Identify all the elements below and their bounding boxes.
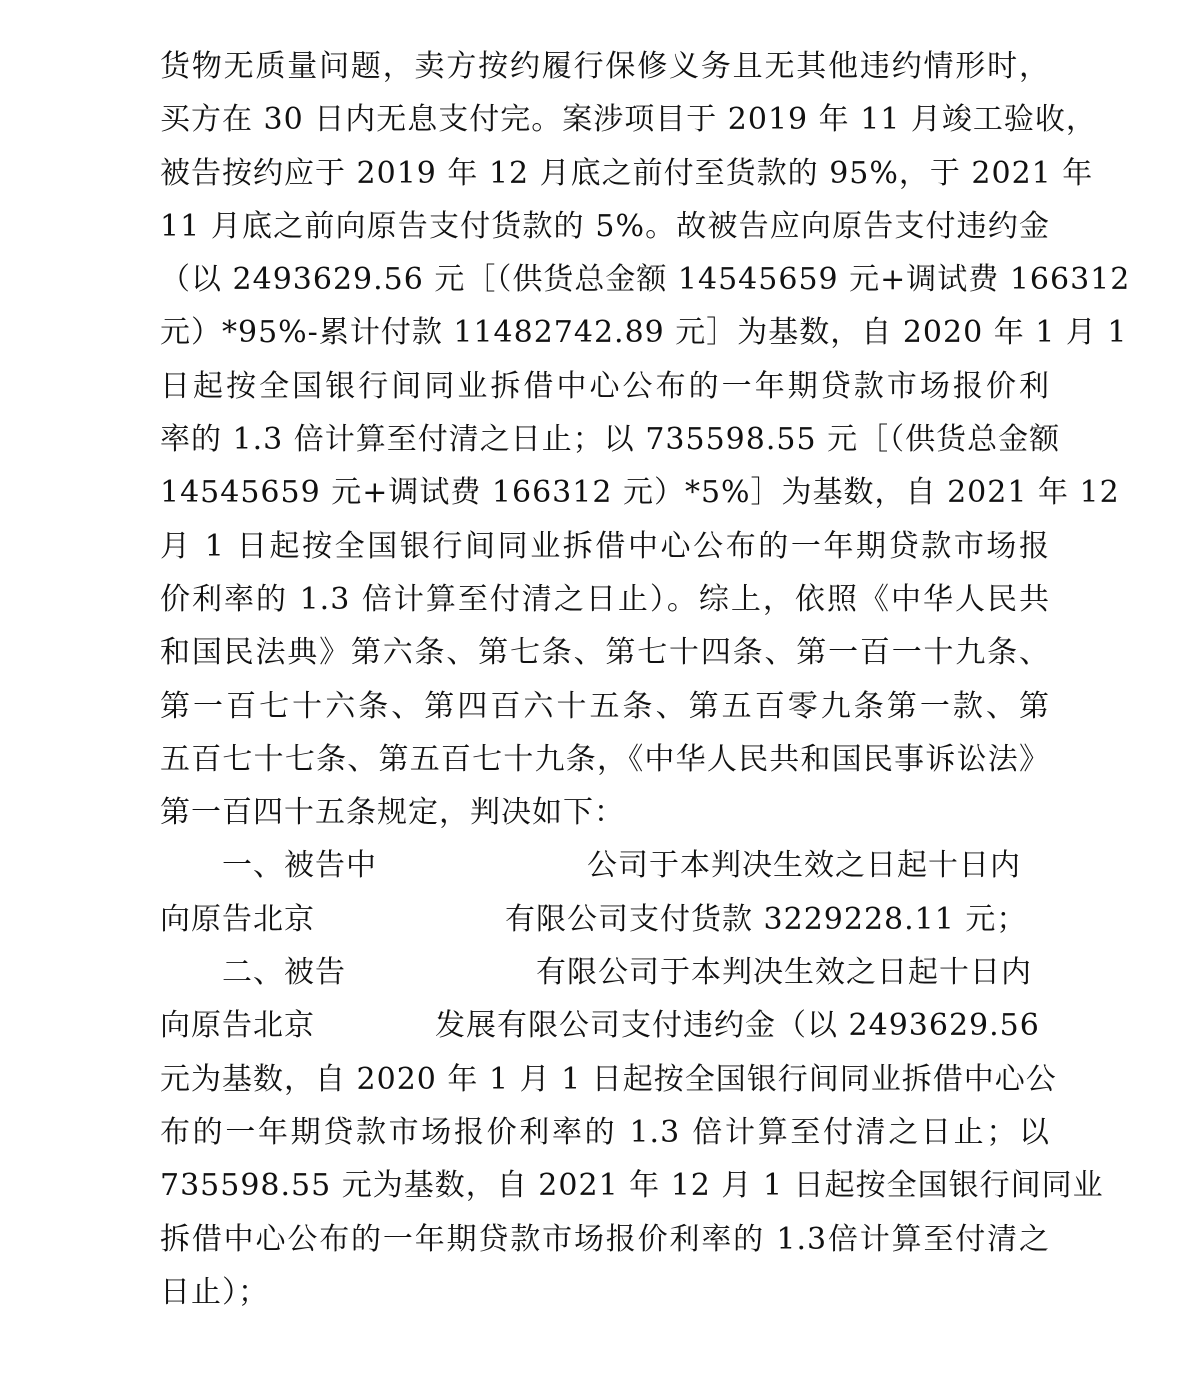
redacted-party-name xyxy=(315,893,505,946)
text-line xyxy=(160,147,1094,200)
redacted-party-name xyxy=(346,946,536,999)
line-text: 二、被告 xyxy=(222,955,346,991)
text-line xyxy=(160,680,1050,733)
line-text: （以 2493629.56 元［（供货总金额 14545659 元+调试费 166312 xyxy=(160,262,1131,298)
line-text: 第一百四十五条规定，判决如下： xyxy=(160,795,625,831)
line-text: 被告按约应于 2019 年 12 月底之前付至货款的 95%，于 2021 年 xyxy=(160,155,1094,191)
line-text: 布的一年期贷款市场报价利率的 1.3 倍计算至付清之日止；以 xyxy=(160,1114,1050,1150)
text-line xyxy=(160,93,1097,146)
line-text: 一、被告中 xyxy=(222,848,377,884)
text-line xyxy=(160,1266,1050,1319)
line-text: 11 月底之前向原告支付货款的 5%。故被告应向原告支付违约金 xyxy=(160,208,1050,244)
line-text: 货物无质量问题，卖方按约履行保修义务且无其他违约情形时， xyxy=(160,49,1050,84)
text-line xyxy=(160,893,1050,946)
line-text: 元为基数，自 2020 年 1 月 1 日起按全国银行间同业拆借中心公 xyxy=(160,1061,1057,1097)
line-text-continued: 发展有限公司支付违约金（以 2493629.56 xyxy=(435,1008,1040,1044)
text-line xyxy=(160,413,1061,466)
text-line xyxy=(160,253,1131,306)
text-line xyxy=(160,200,1050,253)
text-line xyxy=(160,520,1050,573)
text-line xyxy=(160,306,1128,359)
line-text: 向原告北京 xyxy=(160,1008,315,1044)
text-line xyxy=(160,573,1050,626)
line-text: 第一百七十六条、第四百六十五条、第五百零九条第一款、第 xyxy=(160,688,1050,724)
text-line xyxy=(160,466,1120,519)
line-text: 14545659 元+调试费 166312 元）*5%］为基数，自 2021 年 12 xyxy=(160,475,1120,511)
text-line xyxy=(160,360,1050,413)
text-line xyxy=(160,1106,1050,1159)
line-text: 率的 1.3 倍计算至付清之日止；以 735598.55 元［（供货总金额 xyxy=(160,422,1061,458)
text-line xyxy=(160,946,1050,999)
redacted-party-name xyxy=(315,999,435,1052)
text-line xyxy=(160,1053,1057,1106)
line-text: 月 1 日起按全国银行间同业拆借中心公布的一年期贷款市场报 xyxy=(160,528,1050,564)
text-line xyxy=(160,626,1050,679)
line-text-continued: 有限公司于本判决生效之日起十日内 xyxy=(536,955,1032,991)
text-line xyxy=(160,1159,1104,1212)
line-text: 和国民法典》第六条、第七条、第七十四条、第一百一十九条、 xyxy=(160,635,1050,671)
text-line xyxy=(160,733,1050,786)
line-text: 735598.55 元为基数，自 2021 年 12 月 1 日起按全国银行间同业 xyxy=(160,1168,1104,1204)
text-line xyxy=(160,40,1050,93)
line-text: 日止）； xyxy=(160,1274,269,1310)
line-text: 买方在 30 日内无息支付完。案涉项目于 2019 年 11 月竣工验收， xyxy=(160,102,1097,138)
judgment-body-text xyxy=(160,40,1131,1319)
line-text: 日起按全国银行间同业拆借中心公布的一年期贷款市场报价利 xyxy=(160,368,1050,404)
line-text-continued: 公司于本判决生效之日起十日内 xyxy=(587,848,1021,884)
text-line xyxy=(160,839,1050,892)
text-line xyxy=(160,1213,1050,1266)
line-text: 拆借中心公布的一年期贷款市场报价利率的 1.3倍计算至付清之 xyxy=(160,1221,1050,1257)
line-text-continued: 有限公司支付货款 3229228.11 元； xyxy=(505,901,1028,937)
text-line xyxy=(160,999,1050,1052)
line-text: 价利率的 1.3 倍计算至付清之日止）。综上，依照《中华人民共 xyxy=(160,581,1050,617)
redacted-party-name xyxy=(377,839,587,892)
text-line xyxy=(160,786,1050,839)
line-text: 五百七十七条、第五百七十九条，《中华人民共和国民事诉讼法》 xyxy=(160,741,1050,777)
line-text: 元）*95%-累计付款 11482742.89 元］为基数，自 2020 年 1 月 1 xyxy=(160,315,1128,351)
line-text: 向原告北京 xyxy=(160,901,315,937)
